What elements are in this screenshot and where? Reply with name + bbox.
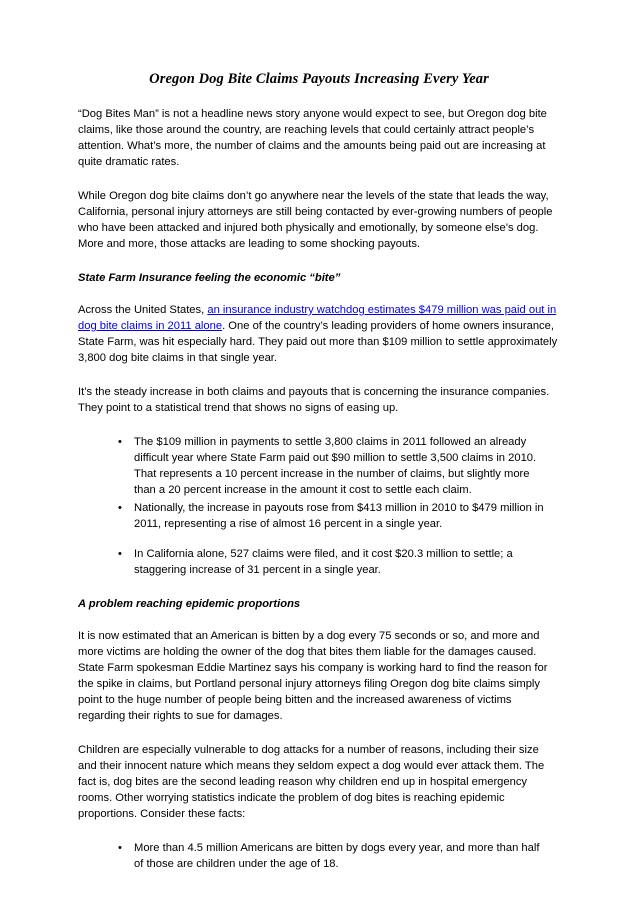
list-item-text: In California alone, 527 claims were filed, and it cost $20.3 million to settle; a staggering increase of 31 percent in a single year. [134,548,513,576]
list-item-text: Nationally, the increase in payouts rose from $413 million in 2010 to $479 million in 2011, representing a rise of almost 16 percent in a single year. [134,502,544,530]
list-item [118,500,560,532]
list-item-text: The $109 million in payments to settle 3,800 claims in 2011 followed an already difficult year where State Farm paid out $90 million to settle 3,500 claims in 2010. That represents a 10 percent increase in the number of claims, but slightly more than a 20 percent increase in the amount it cost to settle each claim. [134,436,537,496]
epidemic-paragraph-2: Children are especially vulnerable to dog attacks for a number of reasons, including their size and their innocent nature which means they seldom expect a dog would ever attack them. The fact is, dog bites are the second leading reason why children end up in hospital emergency rooms. Other worrying statistics indicate the problem of dog bites is reaching epidemic proportions. Consider these facts: [78,744,545,820]
bullet-icon: • [118,548,122,560]
facts-list [78,840,560,872]
section-heading-state-farm: State Farm Insurance feeling the economic “bite” [78,272,341,284]
section-heading-epidemic: A problem reaching epidemic proportions [78,598,301,610]
state-farm-paragraph-2: It’s the steady increase in both claims and payouts that is concerning the insurance companies. They point to a statistical trend that shows no signs of easing up. [78,386,550,414]
epidemic-paragraph-1: It is now estimated that an American is bitten by a dog every 75 seconds or so, and more and more victims are holding the owner of the dog that bites them liable for the damages caused. State Farm spokesman Eddie Martinez says his company is working hard to find the reason for the spike in claims, but Portland personal injury attorneys filing Oregon dog bite claims simply point to the huge number of people being bitten and the increased awareness of victims regarding their rights to sue for damages. [78,630,548,722]
state-farm-paragraph-1 [78,302,560,366]
bullet-icon: • [118,842,122,854]
list-item-text: More than 4.5 million Americans are bitten by dogs every year, and more than half of those are children under the age of 18. [134,842,540,870]
paragraph-text: . One of the country’s leading providers of home owners insurance, State Farm, was hit especially hard. They paid out more than $109 million to settle approximately 3,800 dog bite claims in that single year. [78,320,558,364]
bullet-icon: • [118,502,122,514]
intro-paragraph-2: While Oregon dog bite claims don’t go anywhere near the levels of the state that leads the way, California, personal injury attorneys are still being contacted by ever-growing numbers of people who have been attacked and injured both physically and emotionally, by someone else’s dog. More and more, those attacks are leading to some shocking payouts. [78,190,553,250]
paragraph-text: Across the United States, [78,304,208,316]
list-item [118,546,560,578]
article-title: Oregon Dog Bite Claims Payouts Increasing Every Year [149,71,489,87]
list-item [118,840,560,872]
list-item [118,434,560,498]
bullet-icon: • [118,436,122,448]
payout-stats-list [78,434,560,578]
intro-paragraph-1: “Dog Bites Man” is not a headline news story anyone would expect to see, but Oregon dog bite claims, like those around the country, are reaching levels that could certainly attract people’s attention. What’s more, the number of claims and the amounts being paid out are increasing at quite dramatic rates. [78,108,547,168]
watchdog-estimate-link[interactable]: an insurance industry watchdog estimates $479 million was paid out in dog bite claims in 2011 alone [78,304,557,332]
